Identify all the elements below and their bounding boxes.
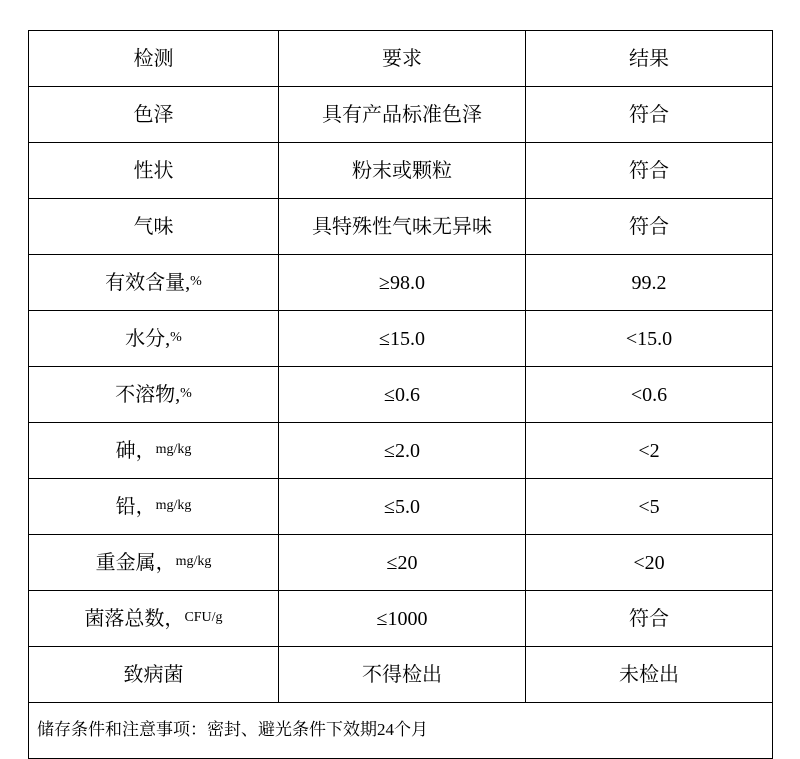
test-name-wrap bbox=[29, 479, 278, 534]
table-header-row bbox=[29, 31, 773, 87]
test-name-unit: % bbox=[190, 274, 202, 290]
result-value: 符合 bbox=[629, 607, 669, 630]
table-row bbox=[29, 647, 773, 703]
test-name-wrap bbox=[29, 535, 278, 590]
requirement-value: ≤5.0 bbox=[384, 495, 420, 518]
table-row bbox=[29, 479, 773, 535]
test-name: 重金属， bbox=[95, 551, 176, 574]
test-name-unit: mg/kg bbox=[175, 554, 212, 570]
test-name-wrap bbox=[29, 423, 278, 478]
requirement-value: 粉末或颗粒 bbox=[352, 159, 452, 182]
test-name-wrap bbox=[29, 199, 278, 254]
table-row bbox=[29, 311, 773, 367]
requirement-value: 不得检出 bbox=[362, 663, 442, 686]
table-row bbox=[29, 255, 773, 311]
table-row bbox=[29, 591, 773, 647]
requirement-value: ≤1000 bbox=[376, 607, 428, 630]
result-value: 99.2 bbox=[631, 271, 667, 294]
test-name-wrap bbox=[29, 311, 278, 366]
test-name-unit: mg/kg bbox=[155, 442, 192, 458]
cell-requirement bbox=[279, 255, 526, 311]
cell-requirement bbox=[279, 535, 526, 591]
cell-storage-note bbox=[29, 703, 773, 759]
test-name: 铅， bbox=[115, 495, 156, 518]
test-name-unit: % bbox=[180, 386, 192, 402]
cell-result bbox=[526, 199, 773, 255]
header-label-requirement: 要求 bbox=[382, 47, 422, 70]
cell-result bbox=[526, 255, 773, 311]
cell-test-name bbox=[29, 367, 279, 423]
test-name-wrap bbox=[29, 647, 278, 702]
cell-result bbox=[526, 311, 773, 367]
cell-requirement bbox=[279, 367, 526, 423]
cell-requirement bbox=[279, 311, 526, 367]
test-name-unit: mg/kg bbox=[155, 498, 192, 514]
cell-result bbox=[526, 647, 773, 703]
test-name: 致病菌 bbox=[123, 663, 184, 686]
test-name-unit: % bbox=[170, 330, 182, 346]
test-name: 菌落总数， bbox=[84, 607, 185, 630]
test-name-wrap bbox=[29, 367, 278, 422]
storage-note-text: 储存条件和注意事项：密封、避光条件下效期24个月 bbox=[37, 720, 428, 740]
requirement-value: 具特殊性气味无异味 bbox=[312, 215, 492, 238]
header-cell-result bbox=[526, 31, 773, 87]
cell-requirement bbox=[279, 199, 526, 255]
cell-test-name bbox=[29, 423, 279, 479]
requirement-value: ≥98.0 bbox=[379, 271, 425, 294]
header-label-test: 检测 bbox=[133, 47, 174, 70]
spec-table-body bbox=[29, 31, 773, 759]
header-label-result: 结果 bbox=[629, 47, 669, 70]
cell-requirement bbox=[279, 143, 526, 199]
test-name-unit: CFU/g bbox=[184, 610, 223, 626]
test-name-wrap bbox=[29, 591, 278, 646]
table-row bbox=[29, 423, 773, 479]
result-value: 符合 bbox=[629, 159, 669, 182]
test-name-wrap bbox=[29, 143, 278, 198]
test-name: 色泽 bbox=[133, 103, 174, 126]
cell-requirement bbox=[279, 87, 526, 143]
test-name-wrap bbox=[29, 87, 278, 142]
table-row bbox=[29, 535, 773, 591]
table-row bbox=[29, 143, 773, 199]
cell-result bbox=[526, 423, 773, 479]
test-name-wrap bbox=[29, 255, 278, 310]
requirement-value: ≤15.0 bbox=[379, 327, 425, 350]
table-row bbox=[29, 199, 773, 255]
test-name: 不溶物, bbox=[115, 383, 181, 406]
test-name: 性状 bbox=[133, 159, 174, 182]
result-value: 符合 bbox=[629, 215, 669, 238]
test-name: 有效含量, bbox=[105, 271, 191, 294]
cell-requirement bbox=[279, 647, 526, 703]
cell-test-name bbox=[29, 199, 279, 255]
cell-test-name bbox=[29, 255, 279, 311]
cell-requirement bbox=[279, 479, 526, 535]
result-value: <2 bbox=[638, 439, 660, 462]
requirement-value: ≤2.0 bbox=[384, 439, 420, 462]
result-value: <20 bbox=[633, 551, 665, 574]
result-value: 未检出 bbox=[619, 663, 679, 686]
table-row bbox=[29, 87, 773, 143]
cell-test-name bbox=[29, 479, 279, 535]
spec-table-container bbox=[28, 30, 772, 759]
cell-test-name bbox=[29, 535, 279, 591]
test-name: 气味 bbox=[133, 215, 174, 238]
test-name: 砷， bbox=[115, 439, 156, 462]
cell-test-name bbox=[29, 143, 279, 199]
cell-test-name bbox=[29, 311, 279, 367]
result-value: <5 bbox=[638, 495, 660, 518]
spec-table bbox=[28, 30, 773, 759]
requirement-value: 具有产品标准色泽 bbox=[322, 103, 482, 126]
cell-test-name bbox=[29, 647, 279, 703]
cell-result bbox=[526, 143, 773, 199]
cell-result bbox=[526, 367, 773, 423]
cell-result bbox=[526, 535, 773, 591]
table-footer-row bbox=[29, 703, 773, 759]
cell-result bbox=[526, 591, 773, 647]
cell-result bbox=[526, 87, 773, 143]
table-row bbox=[29, 367, 773, 423]
result-value: <15.0 bbox=[625, 327, 673, 350]
header-cell-requirement bbox=[279, 31, 526, 87]
cell-test-name bbox=[29, 591, 279, 647]
requirement-value: ≤0.6 bbox=[384, 383, 420, 406]
cell-test-name bbox=[29, 87, 279, 143]
cell-result bbox=[526, 479, 773, 535]
header-cell-test bbox=[29, 31, 279, 87]
cell-requirement bbox=[279, 423, 526, 479]
cell-requirement bbox=[279, 591, 526, 647]
requirement-value: ≤20 bbox=[386, 551, 418, 574]
result-value: <0.6 bbox=[630, 383, 668, 406]
result-value: 符合 bbox=[629, 103, 669, 126]
test-name: 水分, bbox=[125, 327, 171, 350]
